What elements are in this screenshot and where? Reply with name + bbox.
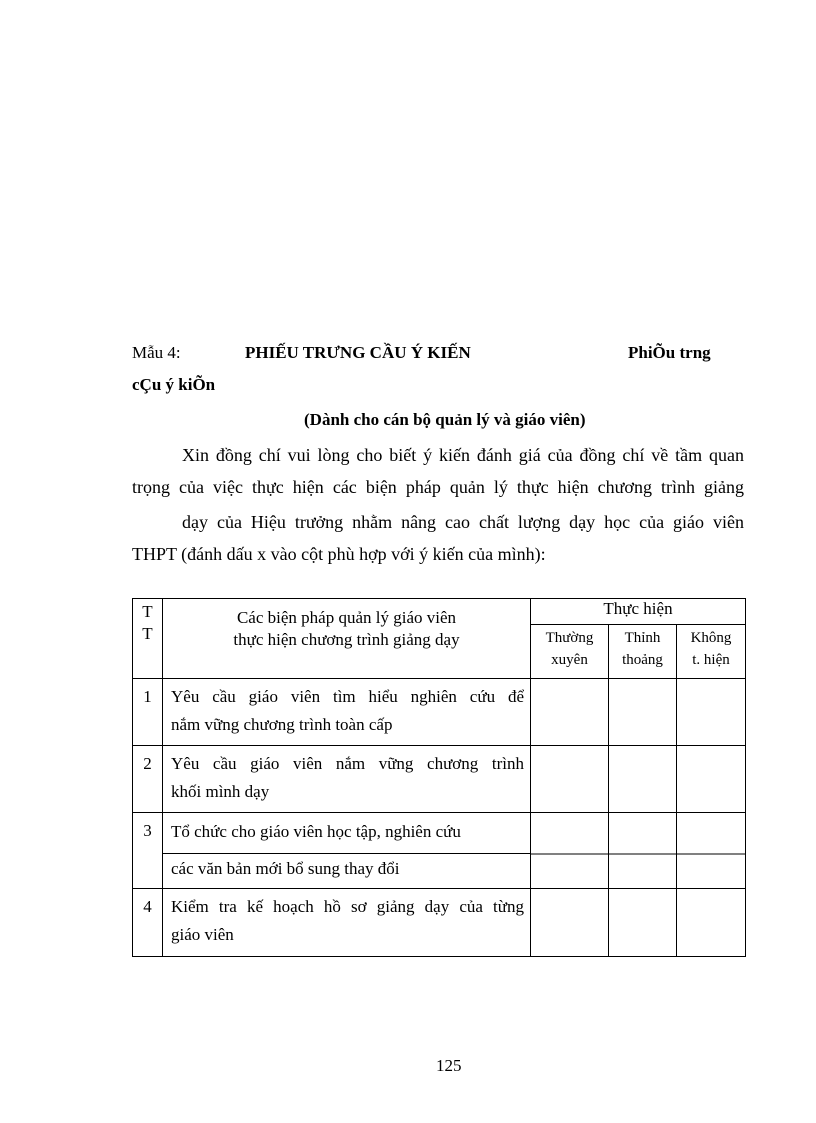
check-never[interactable] — [677, 746, 746, 813]
form-label: Mẫu 4: — [132, 343, 181, 362]
header-col-sometimes-line2: thoảng — [622, 652, 663, 668]
row-measure-line2: khối mình dạy — [171, 782, 270, 801]
header-tt-line2: T — [142, 624, 153, 643]
page-number: 125 — [436, 1056, 462, 1075]
row-number: 1 — [133, 679, 163, 746]
header-tt-line1: T — [142, 602, 153, 621]
row-measure-line1: Tổ chức cho giáo viên học tập, nghiên cứu — [163, 815, 530, 854]
check-never[interactable] — [677, 813, 746, 889]
intro-line-1: Xin đồng chí vui lòng cho biết ý kiến đánh giá của đồng chí về tầm quan — [182, 445, 744, 465]
table-row — [133, 889, 746, 957]
survey-table — [132, 598, 746, 957]
form-title: PHIẾU TRƯNG CẦU Ý KIẾN — [245, 343, 471, 362]
row-measure — [163, 679, 531, 746]
row-measure-line1: Yêu cầu giáo viên nắm vững chương trình — [171, 754, 524, 773]
check-sometimes[interactable] — [609, 746, 677, 813]
table-row — [133, 813, 746, 889]
header-col-sometimes-line1: Thỉnh — [624, 630, 661, 646]
garbled-title-right: PhiÕu trng — [628, 343, 711, 362]
check-frequent[interactable] — [531, 746, 609, 813]
intro-line-3: dạy của Hiệu trưởng nhằm nâng cao chất lượng dạy học của giáo viên — [182, 512, 744, 532]
intro-line-4: THPT (đánh dấu x vào cột phù hợp với ý kiến của mình): — [132, 544, 546, 564]
row-measure-line2: giáo viên — [171, 925, 234, 944]
row-number: 4 — [133, 889, 163, 957]
header-col-frequent-line1: Thường — [545, 630, 594, 646]
garbled-title-line2: cÇu ý kiÕn — [132, 375, 216, 394]
row-measure — [163, 889, 531, 957]
row-measure — [163, 746, 531, 813]
row-measure — [163, 813, 531, 889]
check-frequent[interactable] — [531, 813, 609, 889]
check-frequent[interactable] — [531, 679, 609, 746]
header-measures — [163, 599, 531, 679]
header-measures-line2: thực hiện chương trình giảng dạy — [233, 630, 460, 649]
row-measure-line1: Kiểm tra kế hoạch hồ sơ giảng dạy của từng — [171, 897, 524, 916]
table-row — [133, 746, 746, 813]
row-number: 2 — [133, 746, 163, 813]
header-col-never-line1: Không — [690, 630, 732, 646]
header-measures-line1: Các biện pháp quản lý giáo viên — [236, 608, 457, 627]
header-col-frequent — [531, 625, 609, 679]
row-number: 3 — [133, 813, 163, 889]
header-implementation: Thực hiện — [531, 599, 746, 625]
header-tt — [133, 599, 163, 679]
header-col-never — [677, 625, 746, 679]
table-row — [133, 679, 746, 746]
check-sometimes[interactable] — [609, 679, 677, 746]
check-never[interactable] — [677, 679, 746, 746]
check-frequent[interactable] — [531, 889, 609, 957]
header-col-never-line2: t. hiện — [692, 652, 730, 668]
row-measure-line2: nắm vững chương trình toàn cấp — [171, 715, 393, 734]
row-measure-line2: các văn bản mới bổ sung thay đổi — [171, 859, 400, 878]
row-measure-line1: Yêu cầu giáo viên tìm hiểu nghiên cứu để — [171, 687, 524, 706]
intro-line-2: trọng của việc thực hiện các biện pháp quản lý thực hiện chương trình giảng — [132, 477, 744, 497]
check-sometimes[interactable] — [609, 813, 677, 889]
header-col-frequent-line2: xuyên — [551, 652, 588, 668]
header-col-sometimes — [609, 625, 677, 679]
form-subtitle: (Dành cho cán bộ quản lý và giáo viên) — [304, 410, 586, 429]
check-never[interactable] — [677, 889, 746, 957]
check-sometimes[interactable] — [609, 889, 677, 957]
